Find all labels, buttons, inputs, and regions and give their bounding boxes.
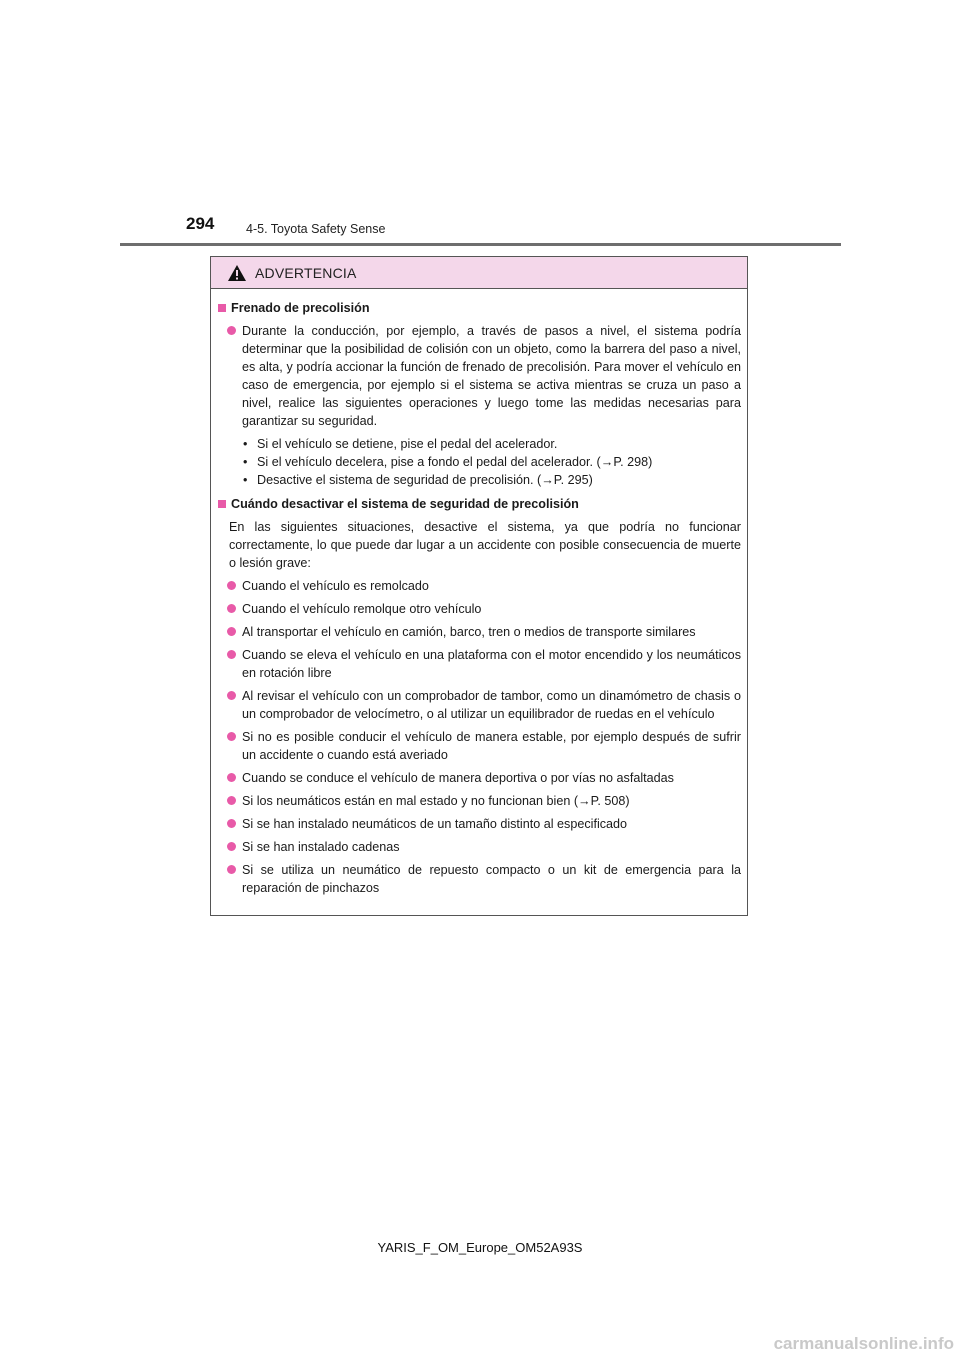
warning-title: ADVERTENCIA [255,264,357,281]
list-item: Al transportar el vehículo en camión, barco, tren o medios de transporte similares [227,623,741,641]
warning-body [211,289,747,897]
round-bullet-icon [227,627,236,636]
sub-list [243,435,741,489]
round-bullet-icon [227,650,236,659]
round-bullet-icon [227,773,236,782]
list-item: Si se han instalado neumáticos de un tamaño distinto al especificado [227,815,741,833]
list-item: Si se utiliza un neumático de repuesto compacto o un kit de emergencia para la reparación de pinchazos [227,861,741,897]
watermark[interactable]: carmanualsonline.info [773,1334,954,1353]
header-rule [120,243,841,246]
list-item: Si los neumáticos están en mal estado y no funcionan bien (→P. 508) [227,792,741,810]
warning-triangle-icon [227,264,247,282]
round-bullet-icon [227,604,236,613]
round-bullet-icon [227,732,236,741]
list-item: Cuando el vehículo es remolcado [227,577,741,595]
round-bullet-icon [227,842,236,851]
round-bullet-icon [227,865,236,874]
warning-header [211,257,747,289]
section-heading: Frenado de precolisión [218,299,741,317]
round-bullet-icon [227,581,236,590]
list-item: Cuando se eleva el vehículo en una plataforma con el motor encendido y los neumáticos en rotación libre [227,646,741,682]
list-item: Durante la conducción, por ejemplo, a través de pasos a nivel, el sistema podría determinar que la posibilidad de colisión con un objeto, como la barrera del paso a nivel, es alta, y podría accionar la función de frenado de precolisión. Para mover el vehículo en caso de emergencia, por ejemplo si el sistema se activa mientras se cruza un paso a nivel, realice las siguientes operaciones y luego tome las medidas necesarias para garantizar su seguridad. [227,322,741,430]
round-bullet-icon [227,819,236,828]
section-heading: Cuándo desactivar el sistema de seguridad de precolisión [218,495,741,513]
section-intro: En las siguientes situaciones, desactive el sistema, ya que podría no funcionar correctamente, lo que puede dar lugar a un accidente con posible consecuencia de muerte o lesión grave: [229,520,741,570]
page-number: 294 [186,214,215,233]
list-item: Si no es posible conducir el vehículo de manera estable, por ejemplo después de sufrir un accidente o cuando está averiado [227,728,741,764]
sub-list-item: • Si el vehículo decelera, pise a fondo el pedal del acelerador. (→P. 298) [243,455,653,469]
round-bullet-icon [227,326,236,335]
square-bullet-icon [218,304,226,312]
round-bullet-icon [227,691,236,700]
square-bullet-icon [218,500,226,508]
sub-list-item: • Desactive el sistema de seguridad de precolisión. (→P. 295) [243,473,593,487]
sub-list-item: • Si el vehículo se detiene, pise el pedal del acelerador. [243,437,558,451]
list-item: Cuando se conduce el vehículo de manera deportiva o por vías no asfaltadas [227,769,741,787]
section-title: 4-5. Toyota Safety Sense [246,222,386,236]
warning-box [210,256,748,916]
list-item: Al revisar el vehículo con un comprobador de tambor, como un dinamómetro de chasis o un comprobador de velocímetro, o al utilizar un equilibrador de ruedas en el vehículo [227,687,741,723]
round-bullet-icon [227,796,236,805]
list-item: Si se han instalado cadenas [227,838,741,856]
list-item: Cuando el vehículo remolque otro vehículo [227,600,741,618]
document-code: YARIS_F_OM_Europe_OM52A93S [377,1240,583,1255]
